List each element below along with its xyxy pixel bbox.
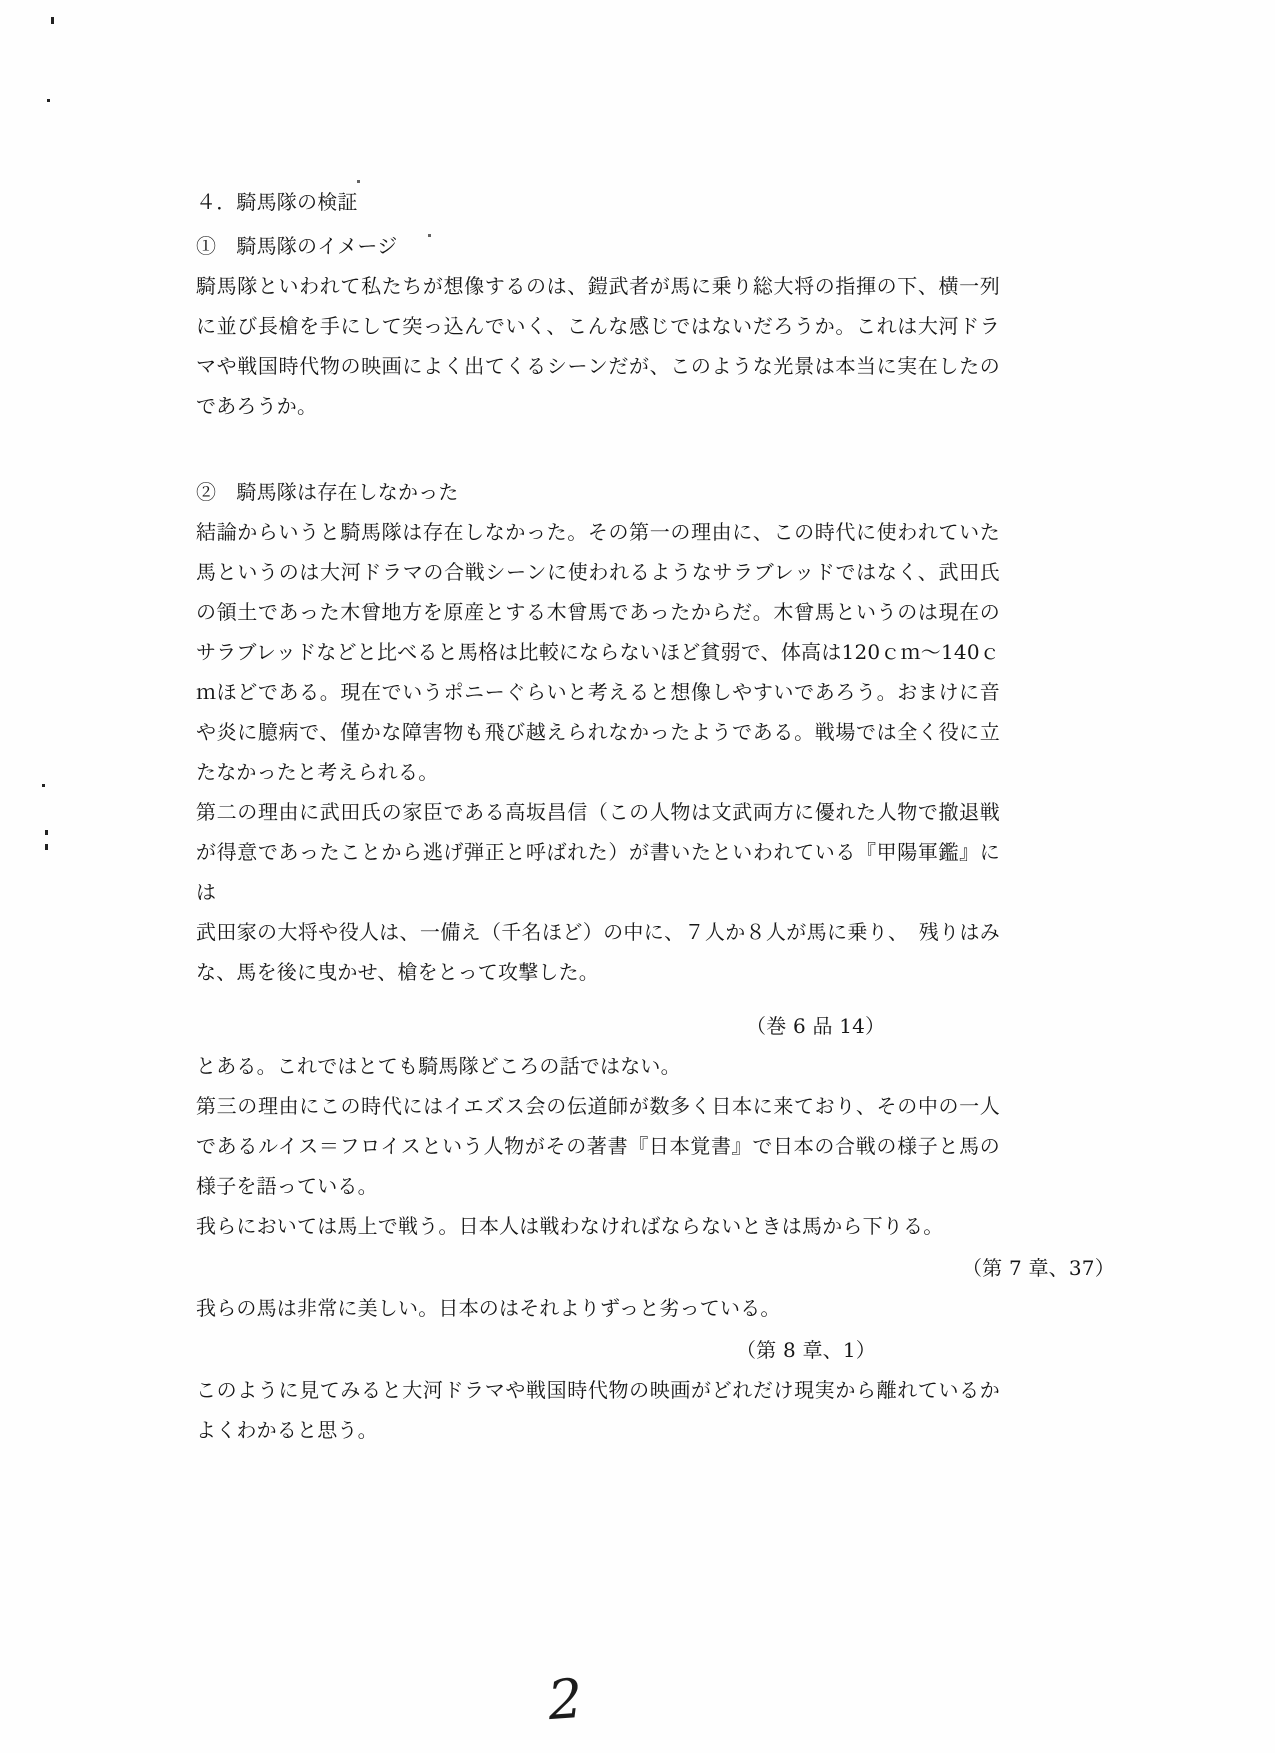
paragraph-second-reason: 第二の理由に武田氏の家臣である高坂昌信（この人物は文武両方に優れた人物で撤退戦が得意であったことから逃げ弾正と呼ばれた）が書いたといわれている『甲陽軍鑑』には [196, 800, 1000, 904]
subsection-2-title: ② 騎馬隊は存在しなかった [196, 480, 459, 504]
scan-speckle [47, 99, 50, 102]
paragraph-cavalry-image: 騎馬隊といわれて私たちが想像するのは、鎧武者が馬に乗り総大将の指揮の下、横一列に並び長槍を手にして突っ込んでいく、こんな感じではないだろうか。これは大河ドラマや戦国時代物の映画によく出てくるシーンだが、このような光景は本当に実在したのであろうか。 [196, 274, 1000, 418]
scan-speckle [428, 234, 431, 237]
handwritten-page-number: 2 [545, 1666, 585, 1733]
paragraph-quote-comment: とある。これではとても騎馬隊どころの話ではない。 [196, 1054, 681, 1078]
subsection-1-title: ① 騎馬隊のイメージ [196, 234, 398, 258]
document-content [196, 0, 1115, 1450]
paragraph-third-reason: 第三の理由にこの時代にはイエズス会の伝道師が数多く日本に来ており、その中の一人であるルイス＝フロイスという人物がその著書『日本覚書』で日本の合戦の様子と馬の様子を語っている。 [196, 1094, 1000, 1198]
section-heading: ４．騎馬隊の検証 [196, 190, 358, 214]
scan-speckle [45, 830, 48, 835]
paragraph-first-reason: 結論からいうと騎馬隊は存在しなかった。その第一の理由に、この時代に使われていた馬というのは大河ドラマの合戦シーンに使われるようなサラブレッドではなく、武田氏の領土であった木曾地方を原産とする木曾馬であったからだ。木曾馬というのは現在のサラブレッドなどと比べると馬格は比較にならないほど貧弱で、体高は120ｃｍ～140ｃｍほどである。現在でいうポニーぐらいと考えると想像しやすいであろう。おまけに音や炎に臆病で、僅かな障害物も飛び越えられなかったようである。戦場では全く役に立たなかったと考えられる。 [196, 520, 1000, 784]
quote-koyo-gunkan: 武田家の大将や役人は、一備え（千名ほど）の中に、７人か８人が馬に乗り、 残りはみな、馬を後に曳かせ、槍をとって攻撃した。 [196, 920, 1000, 984]
scan-speckle [51, 17, 54, 24]
scan-speckle [357, 180, 360, 183]
scan-speckle [45, 844, 48, 850]
quote-frois-line1: 我らにおいては馬上で戦う。日本人は戦わなければならないときは馬から下りる。 [196, 1214, 944, 1238]
paragraph-conclusion: このように見てみると大河ドラマや戦国時代物の映画がどれだけ現実から離れているかよくわかると思う。 [196, 1378, 1000, 1442]
citation-frois-ch8: （第 8 章、1） [736, 1338, 876, 1362]
scan-speckle [42, 784, 45, 787]
quote-frois-line2: 我らの馬は非常に美しい。日本のはそれよりずっと劣っている。 [196, 1296, 781, 1320]
citation-koyo-gunkan: （巻 6 品 14） [746, 1014, 886, 1038]
citation-frois-ch7: （第 7 章、37） [962, 1256, 1115, 1280]
